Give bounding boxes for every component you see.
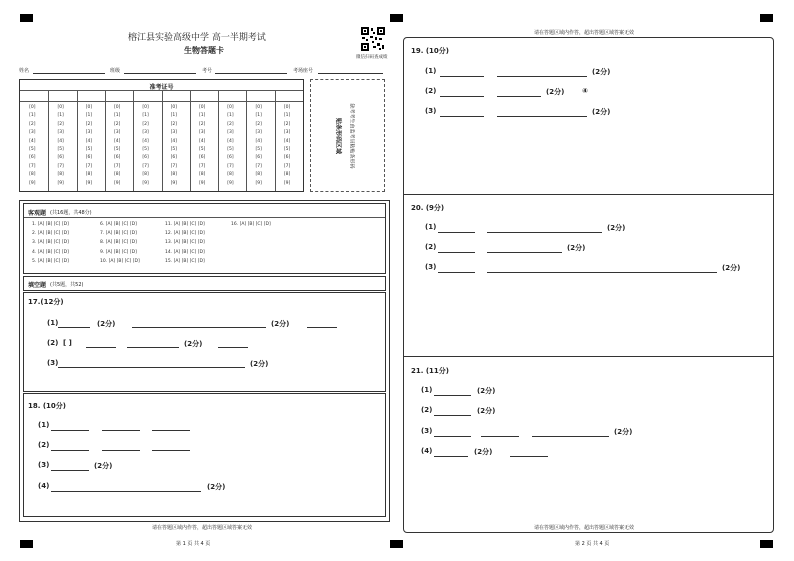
fill-title: 填空题 (28, 282, 47, 289)
ticket-digit-bubble[interactable]: [0] (142, 105, 149, 110)
q18-part2-blank3[interactable] (152, 450, 190, 451)
ticket-digit-bubble[interactable]: [5] (227, 147, 234, 152)
ticket-digit-bubble[interactable]: [8] (198, 172, 206, 178)
ticket-digit-bubble[interactable]: [1] (170, 113, 178, 119)
q17-part3-label: (3) (47, 359, 59, 367)
field-id-label: 考号 (202, 68, 213, 74)
q20-part1-label: (1) (425, 223, 437, 231)
field-name-input[interactable] (33, 73, 105, 74)
field-id-input[interactable] (215, 73, 287, 74)
ticket-digit-bubble[interactable]: [6] (227, 155, 234, 161)
ticket-digit-bubble[interactable]: [0] (29, 105, 36, 110)
q21-part1-blank[interactable] (434, 395, 471, 396)
choice-item[interactable]: 8. [A] [B] [C] [D] (100, 240, 137, 246)
field-name-label: 姓名 (19, 68, 30, 74)
q20-part2-blank2[interactable] (487, 252, 562, 253)
q17-title: 17.(12分) (28, 298, 64, 306)
ticket-digit-bubble[interactable]: [8] (142, 172, 149, 178)
school-title: 榕江县实验高级中学 高一半期考试 (128, 33, 266, 43)
ticket-digit-bubble[interactable]: [6] (198, 155, 206, 161)
ticket-digit-bubble[interactable]: [5] (85, 147, 93, 152)
q19-title: 19. (10分) (411, 47, 449, 55)
ticket-digit-bubble[interactable]: [7] (57, 163, 64, 169)
q21-part4-blank2[interactable] (510, 456, 548, 457)
q17-part2-blank2[interactable] (127, 347, 179, 348)
ticket-digit-bubble[interactable]: [1] (85, 113, 93, 119)
ticket-digit-bubble[interactable]: [4] (142, 138, 149, 144)
ticket-digit-bubble[interactable]: [0] (227, 105, 234, 110)
ticket-digit-bubble[interactable]: [1] (114, 113, 121, 119)
q18-part3-points: (2分) (94, 462, 113, 470)
ticket-digit-bubble[interactable]: [4] (283, 138, 291, 144)
ticket-digit-bubble[interactable]: [2] (170, 121, 178, 127)
ticket-digit-bubble[interactable]: [5] (142, 147, 149, 152)
ticket-digit-bubble[interactable]: [6] (170, 155, 178, 161)
q19-part2-label: (2) (425, 87, 437, 95)
ticket-number-grid (19, 79, 304, 192)
q20-part1-blank2[interactable] (487, 232, 602, 233)
ticket-digit-bubble[interactable]: [0] (255, 105, 262, 110)
ticket-digit-bubble[interactable]: [2] (283, 121, 291, 127)
q20-part3-points: (2分) (722, 264, 741, 272)
ticket-digit-bubble[interactable]: [1] (283, 113, 291, 119)
q19-part3-blank2[interactable] (497, 116, 587, 117)
ticket-digit-bubble[interactable]: [1] (227, 113, 234, 119)
question-18-box (23, 393, 386, 517)
field-seat-input[interactable] (318, 73, 383, 74)
ticket-digit-bubble[interactable]: [2] (198, 121, 206, 127)
q19-part2-blank1[interactable] (440, 96, 484, 97)
choice-item[interactable]: 5. [A] [B] [C] [D] (32, 258, 69, 264)
ticket-digit-bubble[interactable]: [5] (198, 147, 206, 152)
ticket-digit-bubble[interactable]: [8] (227, 172, 234, 178)
q17-part1-blank3[interactable] (307, 327, 337, 328)
ticket-digit-bubble[interactable]: [1] (57, 113, 64, 119)
ticket-digit-bubble[interactable]: [5] (57, 147, 64, 152)
page-number-left: 第 1 页 共 4 页 (176, 541, 211, 547)
choice-item[interactable]: 7. [A] [B] [C] [D] (100, 231, 137, 237)
choice-item[interactable]: 13. [A] [B] [C] [D] (165, 240, 205, 246)
q19-part3-blank1[interactable] (440, 116, 484, 117)
choice-item[interactable]: 6. [A] [B] [C] [D] (100, 222, 137, 227)
q18-part3-label: (3) (38, 461, 50, 469)
q20-part3-label: (3) (425, 263, 437, 271)
ticket-digit-bubble[interactable]: [8] (255, 172, 262, 178)
ticket-digit-bubble[interactable]: [0] (283, 105, 291, 110)
q17-part2-blank3[interactable] (218, 347, 248, 348)
ticket-digit-bubble[interactable]: [8] (170, 172, 178, 178)
q17-part3-blank[interactable] (58, 367, 245, 368)
q20-part1-points: (2分) (607, 224, 626, 232)
q17-part1-blank2[interactable] (132, 327, 266, 328)
ticket-digit-bubble[interactable]: [8] (29, 172, 36, 178)
choice-item[interactable]: 4. [A] [B] [C] [D] (32, 249, 69, 255)
ticket-digit-bubble[interactable]: [7] (283, 163, 291, 169)
q18-part1-blank2[interactable] (102, 430, 140, 431)
q17-part2-bracket: [ ] (63, 339, 72, 347)
fill-note: (共5题，共52) (50, 281, 84, 288)
ticket-digit-bubble[interactable]: [0] (114, 105, 121, 110)
ticket-digit-bubble[interactable]: [7] (29, 163, 36, 169)
notice-right-top: 请在答题区域内作答，超出答题区域答案无效 (534, 30, 635, 36)
q19-part1-blank1[interactable] (440, 76, 484, 77)
ticket-digit-bubble[interactable]: [5] (170, 147, 178, 152)
corner-mark (20, 540, 33, 548)
qr-code-icon (360, 26, 386, 52)
barcode-area (310, 79, 385, 192)
ticket-digit-bubble[interactable]: [2] (85, 121, 93, 127)
ticket-digit-bubble[interactable]: [3] (114, 130, 121, 136)
q18-part1-blank3[interactable] (152, 430, 190, 431)
ticket-digit-bubble[interactable]: [9] (114, 180, 121, 186)
ticket-digit-bubble[interactable]: [3] (57, 130, 64, 136)
q17-part2-label: (2) (47, 339, 59, 347)
ticket-digit-bubble[interactable]: [7] (255, 163, 262, 169)
ticket-digit-bubble[interactable]: [6] (283, 155, 291, 161)
ticket-digit-bubble[interactable]: [4] (85, 138, 93, 144)
ticket-digit-bubble[interactable]: [0] (198, 105, 206, 110)
q21-title: 21. (11分) (411, 367, 449, 375)
ticket-digit-bubble[interactable]: [9] (170, 180, 178, 186)
choice-item[interactable]: 1. [A] [B] [C] [D] (32, 222, 69, 227)
q18-part1-label: (1) (38, 421, 50, 429)
ticket-digit-bubble[interactable]: [3] (198, 130, 206, 136)
ticket-digit-bubble[interactable]: [8] (57, 172, 64, 178)
q20-part1-blank1[interactable] (438, 232, 475, 233)
choice-item[interactable]: 10. [A] [B] [C] [D] (100, 258, 140, 264)
q19-part2-points: (2分) (546, 88, 565, 96)
q18-part4-points: (2分) (207, 483, 226, 491)
field-class-label: 班级 (110, 68, 121, 74)
q17-part3-points: (2分) (250, 360, 269, 368)
ticket-digit-bubble[interactable]: [1] (142, 113, 149, 119)
q19-part1-points: (2分) (592, 68, 611, 76)
barcode-area-note: 缺考考生由监考员粘贴条形码 (348, 103, 355, 169)
q21-part2-blank[interactable] (434, 415, 471, 416)
ticket-digit-bubble[interactable]: [9] (29, 180, 36, 186)
ticket-digit-bubble[interactable]: [4] (29, 138, 36, 144)
q19-part3-points: (2分) (592, 108, 611, 116)
ticket-digit-bubble[interactable]: [4] (198, 138, 206, 144)
objective-title: 客观题 (28, 210, 47, 217)
q21-part4-blank1[interactable] (434, 456, 468, 457)
ticket-digit-bubble[interactable]: [9] (57, 180, 64, 186)
q18-part2-blank2[interactable] (102, 450, 140, 451)
ticket-digit-bubble[interactable]: [0] (170, 105, 178, 110)
ticket-digit-bubble[interactable]: [2] (114, 121, 121, 127)
corner-mark (760, 540, 773, 548)
q21-part3-blank1[interactable] (434, 436, 471, 437)
ticket-digit-bubble[interactable]: [6] (85, 155, 93, 161)
objective-note: (共16题，共48分) (50, 209, 92, 216)
ticket-digit-bubble[interactable]: [0] (57, 105, 64, 110)
ticket-digit-bubble[interactable]: [4] (170, 138, 178, 144)
ticket-digit-bubble[interactable]: [7] (85, 163, 93, 169)
q21-part4-label: (4) (421, 447, 433, 455)
q17-part1-points1: (2分) (97, 320, 116, 328)
barcode-area-title: 贴条形码区域 (334, 117, 342, 155)
ticket-digit-bubble[interactable]: [7] (170, 163, 178, 169)
q17-part1-label: (1) (47, 319, 59, 327)
ticket-digit-bubble[interactable]: [5] (29, 147, 36, 152)
objective-section (23, 203, 386, 274)
ticket-digit-bubble[interactable]: [4] (227, 138, 234, 144)
ticket-digit-bubble[interactable]: [3] (227, 130, 234, 136)
ticket-digit-bubble[interactable]: [2] (142, 121, 149, 127)
q17-part2-blank1[interactable] (86, 347, 116, 348)
notice-right: 请在答题区域内作答，超出答题区域答案无效 (534, 525, 635, 531)
question-17-box (23, 292, 386, 392)
ticket-title: 准考证号 (149, 84, 174, 91)
choice-item[interactable]: 9. [A] [B] [C] [D] (100, 249, 137, 255)
q18-part4-blank[interactable] (51, 491, 201, 492)
ticket-digit-bubble[interactable]: [7] (114, 163, 121, 169)
choice-item[interactable]: 12. [A] [B] [C] [D] (165, 231, 205, 237)
q20-part3-blank2[interactable] (487, 272, 717, 273)
q18-part2-label: (2) (38, 441, 50, 449)
ticket-digit-bubble[interactable]: [2] (227, 121, 234, 127)
corner-mark (390, 14, 403, 22)
q20-title: 20. (9分) (411, 204, 445, 212)
ticket-digit-bubble[interactable]: [4] (114, 138, 121, 144)
ticket-digit-bubble[interactable]: [7] (227, 163, 234, 169)
choice-item[interactable]: 14. [A] [B] [C] [D] (165, 249, 205, 255)
ticket-digit-bubble[interactable]: [4] (255, 138, 262, 144)
q17-part1-points2: (2分) (271, 320, 290, 328)
ticket-digit-bubble[interactable]: [1] (255, 113, 262, 119)
ticket-digit-bubble[interactable]: [6] (255, 155, 262, 161)
ticket-digit-bubble[interactable]: [7] (198, 163, 206, 169)
qr-caption: 微信扫码查成绩 (356, 55, 388, 60)
choice-item[interactable]: 11. [A] [B] [C] [D] (165, 222, 205, 227)
field-class-input[interactable] (124, 73, 196, 74)
q21-part3-points: (2分) (614, 428, 633, 436)
corner-mark (390, 540, 403, 548)
ticket-digit-bubble[interactable]: [8] (114, 172, 121, 178)
ticket-digit-bubble[interactable]: [0] (85, 105, 93, 110)
ticket-digit-bubble[interactable]: [5] (114, 147, 121, 152)
ticket-digit-bubble[interactable]: [1] (29, 113, 36, 119)
fill-section-header (23, 276, 386, 291)
q18-part1-blank1[interactable] (51, 430, 89, 431)
q20-part2-points: (2分) (567, 244, 586, 252)
ticket-digit-bubble[interactable]: [3] (142, 130, 149, 136)
q20-part2-blank1[interactable] (438, 252, 475, 253)
ticket-digit-bubble[interactable]: [9] (198, 180, 206, 186)
choice-item[interactable]: 15. [A] [B] [C] [D] (165, 258, 205, 264)
q18-part3-blank[interactable] (51, 470, 89, 471)
field-seat-label: 考场座号 (293, 68, 314, 74)
ticket-digit-bubble[interactable]: [2] (29, 121, 36, 127)
ticket-digit-bubble[interactable]: [6] (29, 155, 36, 161)
q21-part1-points: (2分) (477, 387, 496, 395)
choice-item[interactable]: 2. [A] [B] [C] [D] (32, 231, 69, 237)
ticket-digit-bubble[interactable]: [3] (170, 130, 178, 136)
q18-part4-label: (4) (38, 482, 50, 490)
ticket-digit-bubble[interactable]: [5] (255, 147, 262, 152)
ticket-digit-bubble[interactable]: [9] (85, 180, 93, 186)
q18-title: 18. (10分) (28, 402, 66, 410)
q21-part4-points: (2分) (474, 448, 493, 456)
notice-left: 请在答题区域内作答，超出答题区域答案无效 (152, 525, 253, 531)
ticket-digit-bubble[interactable]: [6] (142, 155, 149, 161)
q21-part3-label: (3) (421, 427, 433, 435)
q19-part2-circle: ④ (582, 87, 588, 95)
q19-part3-label: (3) (425, 107, 437, 115)
ticket-digit-bubble[interactable]: [9] (142, 180, 149, 186)
q20-part3-blank1[interactable] (438, 272, 475, 273)
q21-part3-blank2[interactable] (481, 436, 519, 437)
q21-part2-label: (2) (421, 406, 433, 414)
ticket-digit-bubble[interactable]: [3] (283, 130, 291, 136)
ticket-digit-bubble[interactable]: [3] (29, 130, 36, 136)
subject-title: 生物答题卡 (184, 46, 224, 55)
ticket-digit-bubble[interactable]: [6] (57, 155, 64, 161)
page-number-right: 第 2 页 共 4 页 (575, 541, 610, 547)
q20-part2-label: (2) (425, 243, 437, 251)
choice-item[interactable]: 16. [A] [B] [C] [D] (231, 222, 271, 227)
q19-part2-blank2[interactable] (497, 96, 541, 97)
ticket-digit-bubble[interactable]: [2] (57, 121, 64, 127)
q19-part1-blank2[interactable] (497, 76, 587, 77)
ticket-digit-bubble[interactable]: [5] (283, 147, 291, 152)
choice-item[interactable]: 3. [A] [B] [C] [D] (32, 240, 69, 246)
ticket-digit-bubble[interactable]: [3] (255, 130, 262, 136)
q21-part1-label: (1) (421, 386, 433, 394)
ticket-digit-bubble[interactable]: [4] (57, 138, 64, 144)
ticket-digit-bubble[interactable]: [2] (255, 121, 262, 127)
q17-part2-points: (2分) (184, 340, 203, 348)
ticket-digit-bubble[interactable]: [1] (198, 113, 206, 119)
ticket-digit-bubble[interactable]: [8] (85, 172, 93, 178)
ticket-digit-bubble[interactable]: [6] (114, 155, 121, 161)
corner-mark (760, 14, 773, 22)
q19-part1-label: (1) (425, 67, 437, 75)
right-answer-frame (403, 37, 774, 533)
ticket-digit-bubble[interactable]: [8] (283, 172, 291, 178)
corner-mark (20, 14, 33, 22)
q18-part2-blank1[interactable] (51, 450, 89, 451)
ticket-digit-bubble[interactable]: [3] (85, 130, 93, 136)
ticket-digit-bubble[interactable]: [9] (283, 180, 291, 186)
ticket-digit-bubble[interactable]: [7] (142, 163, 149, 169)
q21-part3-blank3[interactable] (532, 436, 609, 437)
ticket-digit-bubble[interactable]: [9] (227, 180, 234, 186)
ticket-digit-bubble[interactable]: [9] (255, 180, 262, 186)
q21-part2-points: (2分) (477, 407, 496, 415)
q17-part1-blank1[interactable] (58, 327, 90, 328)
